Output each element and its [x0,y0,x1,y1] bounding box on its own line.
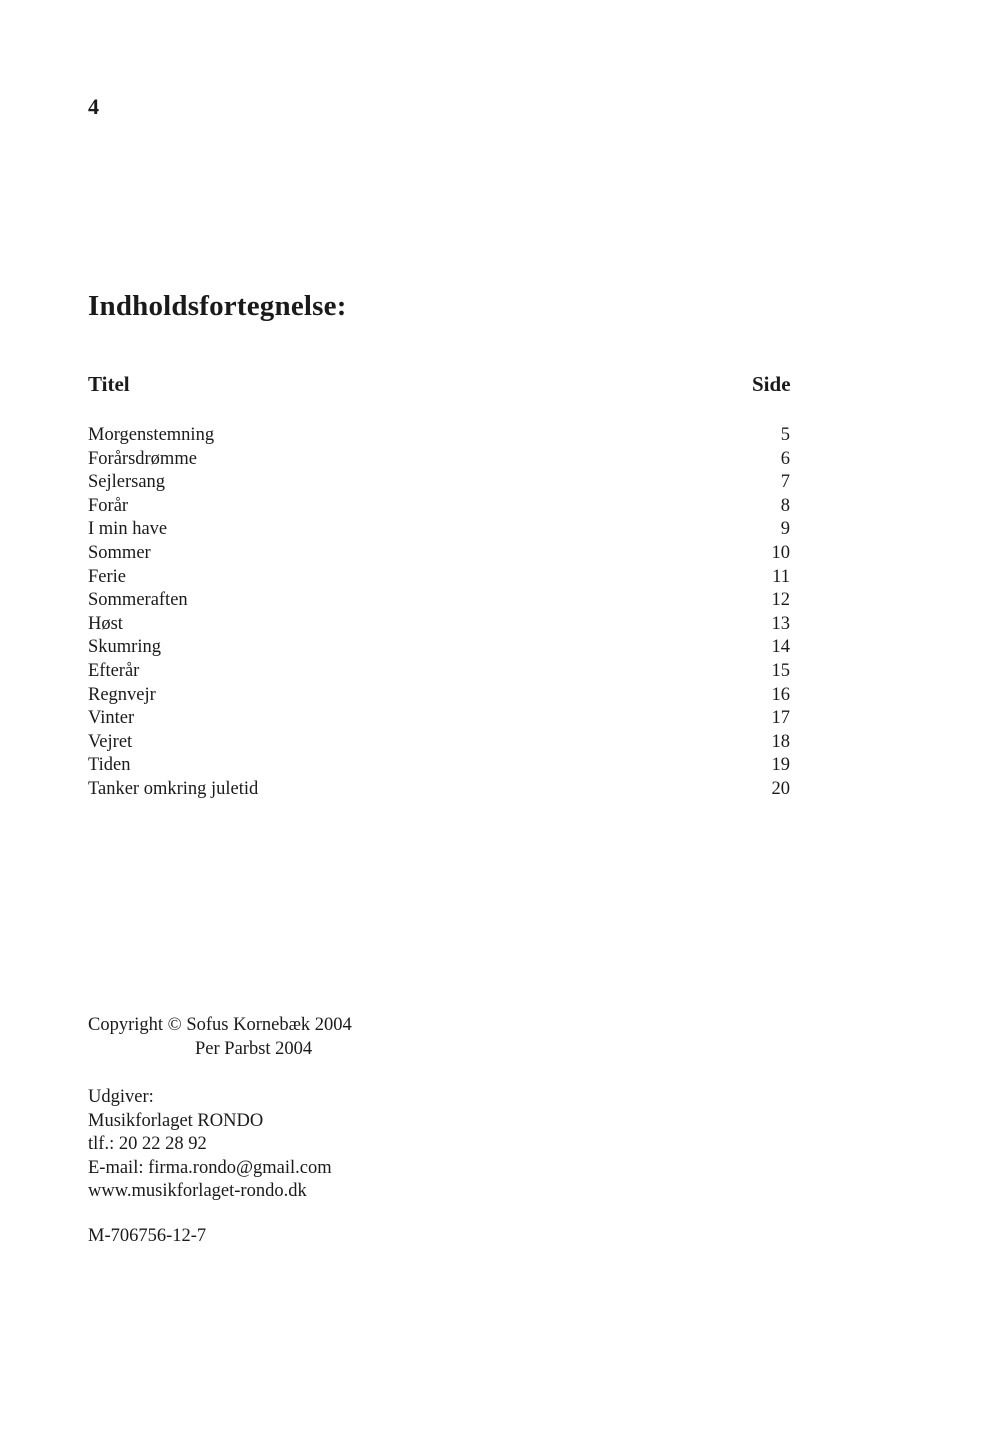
copyright-block [88,1014,352,1061]
toc-entry [88,448,790,472]
toc-entry-title: Tanker omkring juletid [88,778,259,799]
toc-entry [88,424,790,448]
toc-entry-page: 11 [772,566,790,587]
toc-entry-page: 7 [780,472,790,493]
toc-entry-page: 20 [771,778,790,799]
toc-entry-page: 14 [771,637,790,658]
toc-entry-page: 12 [771,590,790,611]
column-header-page: Side [752,372,791,396]
toc-entry [88,778,790,802]
toc-entry [88,613,790,637]
publisher-block [88,1086,332,1204]
copyright-line-2: Per Parbst 2004 [195,1038,313,1059]
toc-entry-title: Morgenstemning [88,425,215,445]
column-header-title: Titel [88,372,130,396]
toc-entry [88,707,790,731]
toc-entry [88,731,790,755]
toc-entry-title: Forår [88,495,129,516]
toc-entry-title: Vejret [88,731,133,752]
toc-entry-page: 19 [771,755,790,776]
toc-entry [88,660,790,684]
toc-entry-title: Skumring [88,637,161,658]
toc-entry-page: 15 [771,660,790,681]
toc-entry-page: 5 [780,425,790,445]
toc-entry-page: 16 [771,684,790,705]
toc-entry [88,542,790,566]
toc-entry-page: 17 [771,708,790,729]
page-number: 4 [88,94,99,119]
toc-entry-title: Efterår [88,660,140,681]
catalog-number: M-706756-12-7 [88,1226,207,1246]
toc-entry [88,754,790,778]
toc-entry-title: Ferie [88,566,127,587]
toc-list [88,424,790,802]
toc-entry-title: Sommeraften [88,590,188,611]
toc-heading: Indholdsfortegnelse: [88,290,347,322]
toc-entry [88,495,790,519]
toc-entry [88,566,790,590]
toc-entry-page: 8 [780,495,790,516]
toc-entry-page: 9 [780,519,790,540]
copyright-line-1: Copyright © Sofus Kornebæk 2004 [88,1015,352,1035]
toc-entry [88,471,790,495]
toc-entry-page: 13 [771,613,790,634]
publisher-email: E-mail: firma.rondo@gmail.com [88,1157,332,1178]
toc-entry [88,518,790,542]
toc-entry [88,636,790,660]
toc-entry-page: 10 [771,542,790,563]
toc-entry-title: I min have [88,519,168,540]
toc-entry-page: 18 [771,731,790,752]
toc-entry-page: 6 [780,448,790,469]
toc-entry-title: Vinter [88,708,135,729]
toc-entry-title: Høst [88,613,123,634]
toc-entry-title: Sejlersang [88,472,166,493]
toc-entry [88,589,790,613]
toc-entry-title: Sommer [88,542,151,563]
toc-entry-title: Forårsdrømme [88,448,197,469]
toc-entry-title: Regnvejr [88,684,156,705]
publisher-website: www.musikforlaget-rondo.dk [88,1181,307,1201]
publisher-label: Udgiver: [88,1087,154,1107]
toc-entry [88,684,790,708]
toc-entry-title: Tiden [88,755,131,776]
publisher-name: Musikforlaget RONDO [88,1110,264,1131]
publisher-phone: tlf.: 20 22 28 92 [88,1134,207,1154]
